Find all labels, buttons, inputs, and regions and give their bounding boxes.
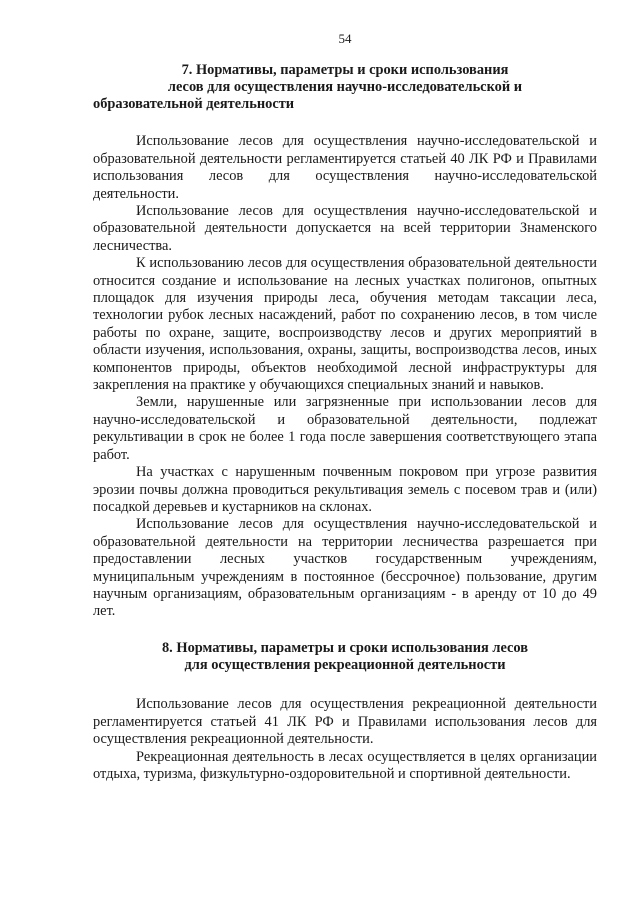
- paragraph: Использование лесов для осуществления рекреационной деятельности регламентируется статьей 41 ЛК РФ и Правилами использования лесов для осуществления рекреационной деятельности.: [93, 696, 597, 748]
- section-7-title-line: образовательной деятельности: [93, 95, 295, 112]
- paragraph: Земли, нарушенные или загрязненные при использовании лесов для научно-исследовательской и образовательной деятельности, подлежат рекультивации в срок не более 1 года после завершения соответствующего этапа работ.: [93, 394, 597, 463]
- paragraph: Использование лесов для осуществления научно-исследовательской и образовательной деятельности допускается на всей территории Знаменского лесничества.: [93, 203, 597, 254]
- section-8-title: [93, 640, 597, 674]
- paragraph: На участках с нарушенным почвенным покровом при угрозе развития эрозии почвы должна проводиться рекультивация земель с посевом трав и (или) посадкой деревьев и кустарников на склонах.: [93, 464, 597, 515]
- section-8-body: [93, 696, 597, 783]
- section-8-title-line: 8. Нормативы, параметры и сроки использования лесов: [161, 639, 529, 656]
- section-7-body: [93, 133, 597, 620]
- section-7-title-line: 7. Нормативы, параметры и сроки использования: [181, 62, 509, 78]
- paragraph: Использование лесов для осуществления научно-исследовательской и образовательной деятельности на территории лесничества разрешается при предоставлении лесных участков государственным учреждениям, муниципальным учреждениям в постоянное (бессрочное) пользование, другим научным организациям, образовательным организациям - в аренду от 10 до 49 лет.: [93, 516, 597, 620]
- paragraph: Использование лесов для осуществления научно-исследовательской и образовательной деятельности регламентируется статьей 40 ЛК РФ и Правилами использования лесов для осуществления научно-исследовательской деятельности.: [93, 133, 597, 202]
- section-7-title: [93, 62, 597, 112]
- section-8-title-line: для осуществления рекреационной деятельности: [184, 656, 506, 673]
- section-7-title-line: лесов для осуществления научно-исследовательской и: [167, 78, 523, 95]
- paragraph: Рекреационная деятельность в лесах осуществляется в целях организации отдыха, туризма, физкультурно-оздоровительной и спортивной деятельности.: [93, 748, 597, 782]
- page-number: 54: [338, 31, 352, 46]
- paragraph: К использованию лесов для осуществления образовательной деятельности относится создание и использование на лесных участках полигонов, опытных площадок для изучения природы леса, обучения методам таксации леса, технологии рубок лесных насаждений, работ по сохранению лесов, в том числе работы по охране, защите, воспроизводству лесов и других мероприятий в области изучения, использования, охраны, защиты, воспроизводства лесов, иных компонентов природы, объектов необходимой лесной инфраструктуры для закрепления на практике у обучающихся специальных знаний и навыков.: [93, 255, 597, 394]
